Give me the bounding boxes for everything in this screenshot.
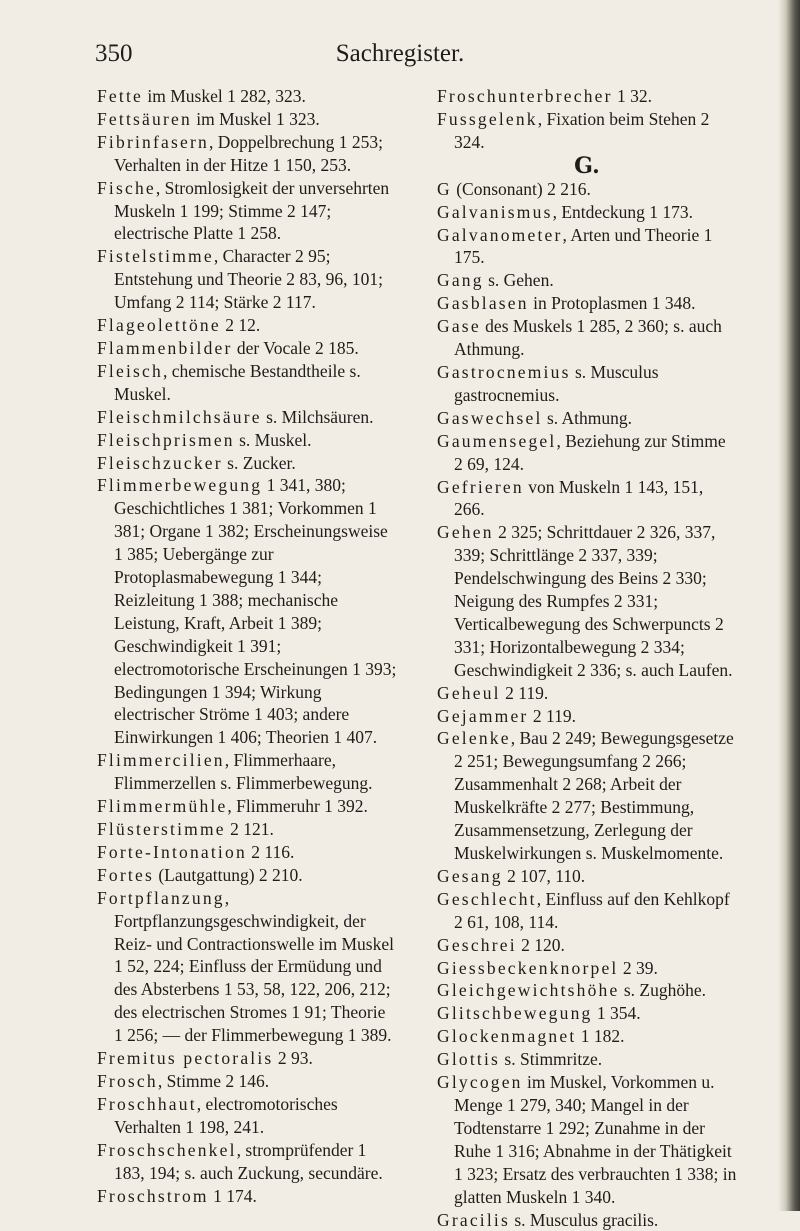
index-entry <box>97 452 397 475</box>
index-references: 1 32. <box>613 86 652 106</box>
index-references: 2 325; Schrittdauer 2 326, 337, 339; Schrittlänge 2 337, 339; Pendelschwingung des Beins 2 330; Neigung des Rumpfes 2 331; Verticalbewegung des Schwerpuncts 2 331; Horizontalbewegung 2 334; Geschwindigkeit 2 336; s. auch Laufen. <box>454 522 732 679</box>
index-term: Geschlecht <box>437 889 537 909</box>
index-entry <box>97 818 397 841</box>
index-entry <box>97 429 397 452</box>
index-references: 1 174. <box>209 1186 257 1206</box>
index-term: Fette <box>97 86 143 106</box>
index-term: Fussgelenk <box>437 109 538 129</box>
index-references: , Stimme 2 146. <box>158 1071 269 1091</box>
index-entry <box>437 407 737 430</box>
index-entry <box>97 177 397 246</box>
index-references: s. Athmung. <box>543 408 632 428</box>
index-term: Fettsäuren <box>97 109 192 129</box>
page-edge-shadow <box>778 0 800 1211</box>
index-entry <box>437 888 737 934</box>
index-term: Gehen <box>437 522 494 542</box>
index-term: Gelenke <box>437 728 511 748</box>
index-term: Gaswechsel <box>437 408 543 428</box>
index-references: , Entdeckung 1 173. <box>553 202 693 222</box>
index-references: s. Gehen. <box>484 270 554 290</box>
index-term: Flimmermühle <box>97 796 227 816</box>
index-entry <box>437 1025 737 1048</box>
index-references: s. Zucker. <box>223 453 296 473</box>
index-references: im Muskel 1 323. <box>192 109 320 129</box>
index-references: s. Musculus gracilis. <box>510 1210 658 1230</box>
index-references: s. Stimmritze. <box>500 1049 602 1069</box>
index-references: , chemische Bestandtheile s. Muskel. <box>114 361 361 404</box>
index-entry <box>437 430 737 476</box>
index-entry <box>437 361 737 407</box>
index-term: Fistelstimme <box>97 246 214 266</box>
section-letter-heading: G. <box>437 154 737 178</box>
index-references: , Fixation beim Stehen 2 324. <box>454 109 709 152</box>
index-entry <box>437 476 737 522</box>
index-references: 1 354. <box>592 1003 640 1023</box>
index-references: der Vocale 2 185. <box>233 338 359 358</box>
index-references: s. Musculus gastrocnemius. <box>454 362 659 405</box>
index-term: Flüsterstimme <box>97 819 226 839</box>
index-references: s. Zughöhe. <box>619 980 706 1000</box>
index-references: , Bau 2 249; Bewegungsgesetze 2 251; Bewegungsumfang 2 266; Zusammenhalt 2 268; Arbeit der Muskelkräfte 2 277; Bestimmung, Zusammensetzung, Zerlegung der Muskelwirkungen s. Muskelmomente. <box>454 728 734 863</box>
index-term: Gefrieren <box>437 477 524 497</box>
index-term: Gaumensegel <box>437 431 556 451</box>
index-term: Glottis <box>437 1049 500 1069</box>
index-references: 2 119. <box>528 706 575 726</box>
index-term: G <box>437 179 452 199</box>
index-entry <box>97 1093 397 1139</box>
index-references: 2 12. <box>221 315 260 335</box>
index-term: Froschschenkel <box>97 1140 237 1160</box>
index-term: Fortes <box>97 865 154 885</box>
index-term: Gastrocnemius <box>437 362 571 382</box>
index-term: Fische <box>97 178 156 198</box>
index-entry <box>437 957 737 980</box>
index-entry <box>97 360 397 406</box>
index-references: (Consonant) 2 216. <box>452 179 591 199</box>
index-references: , Flimmeruhr 1 392. <box>227 796 367 816</box>
index-entry <box>437 269 737 292</box>
index-term: Galvanometer <box>437 225 563 245</box>
index-entry <box>97 887 397 1047</box>
index-entry <box>437 727 737 864</box>
index-references: 2 107, 110. <box>503 866 585 886</box>
index-term: Fleischmilchsäure <box>97 407 262 427</box>
index-entry <box>437 108 737 154</box>
index-references: , Fortpflanzungsgeschwindigkeit, der Reiz- und Contractionswelle im Muskel 1 52, 224; Einfluss der Ermüdung und des Absterbens 1 53, 58, 122, 206, 212; des electrischen Stromes 1 91; Theorie 1 256; — der Flimmerbewegung 1 389. <box>114 888 394 1045</box>
index-entry <box>437 682 737 705</box>
index-term: Glockenmagnet <box>437 1026 576 1046</box>
index-term: Fleischzucker <box>97 453 223 473</box>
index-entry <box>437 178 737 201</box>
index-references: s. Muskel. <box>235 430 312 450</box>
index-entry <box>437 934 737 957</box>
index-entry <box>97 406 397 429</box>
index-entries-g <box>437 178 737 1231</box>
index-entry <box>437 865 737 888</box>
index-entry <box>97 1047 397 1070</box>
index-entry <box>97 337 397 360</box>
index-term: Fleisch <box>97 361 163 381</box>
index-term: Flammenbilder <box>97 338 233 358</box>
index-references: , stromprüfender 1 183, 194; s. auch Zuckung, secundäre. <box>114 1140 383 1183</box>
index-entry <box>437 1002 737 1025</box>
index-references: s. Milchsäuren. <box>262 407 374 427</box>
index-term: Fleischprismen <box>97 430 235 450</box>
index-entry <box>97 314 397 337</box>
index-references: des Muskels 1 285, 2 360; s. auch Athmung. <box>454 316 722 359</box>
index-column-right <box>437 85 737 1231</box>
index-term: Forte-Intonation <box>97 842 247 862</box>
index-term: Gleichgewichtshöhe <box>437 980 619 1000</box>
index-references: in Protoplasmen 1 348. <box>529 293 696 313</box>
index-references: 2 39. <box>619 958 658 978</box>
index-references: 1 182. <box>576 1026 624 1046</box>
index-term: Flageolettöne <box>97 315 221 335</box>
index-term: Gase <box>437 316 481 336</box>
index-term: Glitschbewegung <box>437 1003 592 1023</box>
index-term: Geschrei <box>437 935 517 955</box>
index-references: , electromotorisches Verhalten 1 198, 241. <box>114 1094 338 1137</box>
index-entry <box>437 1048 737 1071</box>
index-entry <box>97 85 397 108</box>
index-entry <box>97 1070 397 1093</box>
index-references: , Beziehung zur Stimme 2 69, 124. <box>454 431 726 474</box>
index-references: , Stromlosigkeit der unversehrten Muskeln 1 199; Stimme 2 147; electrische Platte 1 258. <box>114 178 389 244</box>
index-entry <box>437 1071 737 1208</box>
index-references: , Character 2 95; Entstehung und Theorie 2 83, 96, 101; Umfang 2 114; Stärke 2 117. <box>114 246 383 312</box>
index-entry <box>437 292 737 315</box>
index-references: 1 341, 380; Geschichtliches 1 381; Vorkommen 1 381; Organe 1 382; Erscheinungsweise 1 385; Uebergänge zur Protoplasmabewegung 1 344; Reizleitung 1 388; mechanische Leistung, Kraft, Arbeit 1 389; Geschwindigkeit 1 391; electromotorische Erscheinungen 1 393; Bedingungen 1 394; Wirkung electrischer Ströme 1 403; andere Einwirkungen 1 406; Theorien 1 407. <box>114 475 396 747</box>
index-entry <box>97 474 397 749</box>
index-term: Fibrinfasern <box>97 132 209 152</box>
page-number: 350 <box>95 40 133 68</box>
index-term: Gesang <box>437 866 503 886</box>
index-entry <box>437 521 737 681</box>
index-term: Glycogen <box>437 1072 523 1092</box>
index-references: (Lautgattung) 2 210. <box>154 865 303 885</box>
index-references: , Doppelbrechung 1 253; Verhalten in der Hitze 1 150, 253. <box>114 132 383 175</box>
index-references: im Muskel, Vorkommen u. Menge 1 279, 340; Mangel in der Todtenstarre 1 292; Zunahme in der Ruhe 1 316; Abnahme in der Thätigkeit 1 323; Ersatz des verbrauchten 1 338; in glatten Muskeln 1 340. <box>454 1072 736 1207</box>
page-header <box>95 40 705 70</box>
index-entry <box>97 1139 397 1185</box>
index-entry <box>437 224 737 270</box>
index-term: Gasblasen <box>437 293 529 313</box>
index-entry <box>97 245 397 314</box>
index-term: Gang <box>437 270 484 290</box>
index-term: Geheul <box>437 683 501 703</box>
index-references: im Muskel 1 282, 323. <box>143 86 306 106</box>
index-term: Fremitus pectoralis <box>97 1048 273 1068</box>
index-entry <box>437 979 737 1002</box>
index-references: 2 116. <box>247 842 294 862</box>
index-entries-f-continued <box>437 85 737 154</box>
index-entry <box>97 1185 397 1208</box>
index-entry <box>97 841 397 864</box>
index-references: , Flimmerhaare, Flimmerzellen s. Flimmerbewegung. <box>114 750 373 793</box>
index-term: Flimmercilien <box>97 750 225 770</box>
index-term: Froschstrom <box>97 1186 209 1206</box>
index-term: Froschunterbrecher <box>437 86 613 106</box>
index-references: 2 121. <box>226 819 274 839</box>
index-term: Gracilis <box>437 1210 510 1230</box>
index-column-left <box>97 85 397 1207</box>
index-entry <box>437 705 737 728</box>
index-references: 2 119. <box>501 683 548 703</box>
index-entry <box>97 131 397 177</box>
index-entry <box>437 315 737 361</box>
index-references: von Muskeln 1 143, 151, 266. <box>454 477 703 520</box>
index-entry <box>97 795 397 818</box>
index-term: Fortpflanzung <box>97 888 225 908</box>
index-entry <box>97 864 397 887</box>
running-title: Sachregister. <box>95 40 705 68</box>
index-term: Galvanismus <box>437 202 553 222</box>
index-references: , Einfluss auf den Kehlkopf 2 61, 108, 114. <box>454 889 730 932</box>
index-references: , Arten und Theorie 1 175. <box>454 225 712 268</box>
index-entry <box>437 201 737 224</box>
index-entry <box>97 749 397 795</box>
index-term: Giessbeckenknorpel <box>437 958 619 978</box>
index-term: Gejammer <box>437 706 528 726</box>
index-term: Frosch <box>97 1071 158 1091</box>
index-entry <box>437 85 737 108</box>
index-references: 2 120. <box>517 935 565 955</box>
index-references: 2 93. <box>273 1048 312 1068</box>
index-entry <box>437 1209 737 1231</box>
index-entry <box>97 108 397 131</box>
index-term: Flimmerbewegung <box>97 475 262 495</box>
index-term: Froschhaut <box>97 1094 197 1114</box>
